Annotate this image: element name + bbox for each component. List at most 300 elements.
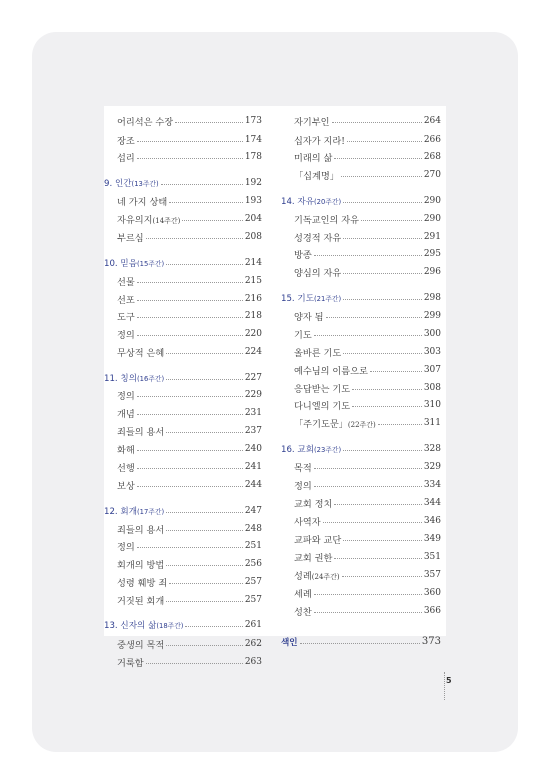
- entry-title: [281, 636, 298, 648]
- dot-leader: [166, 565, 243, 566]
- entry-title-text: 다니엘의 기도: [294, 400, 351, 412]
- entry-note: (13주간): [131, 179, 159, 188]
- entry-title-text: 예수님의 이름으로: [294, 365, 368, 377]
- entry-page-number: 231: [244, 407, 262, 418]
- chapter-entry: [281, 442, 441, 455]
- dot-leader: [166, 512, 243, 513]
- entry-title-text: 십자가 지라!: [294, 135, 345, 147]
- entry-title: [117, 522, 164, 536]
- entry-title-text: 교회: [297, 444, 315, 455]
- entry-title-text: 기도: [294, 329, 312, 341]
- section-entry: [281, 114, 441, 127]
- entry-page-number: 268: [423, 151, 441, 162]
- entry-page-number: 366: [423, 605, 441, 616]
- entry-title: [117, 212, 180, 226]
- dot-leader: [137, 158, 243, 159]
- chapter-number: 11.: [104, 373, 118, 384]
- entry-title: [117, 345, 164, 359]
- section-entry: [104, 133, 262, 146]
- entry-page-number: 290: [423, 195, 441, 206]
- entry-page-number: 208: [244, 231, 262, 242]
- entry-title: [294, 496, 332, 510]
- entry-page-number: 251: [244, 540, 262, 551]
- dot-leader: [182, 220, 242, 221]
- entry-page-number: 360: [423, 587, 441, 598]
- section-entry: [281, 460, 441, 473]
- entry-title: [294, 168, 339, 182]
- entry-page-number: 328: [423, 443, 441, 454]
- entry-title-text: 자유: [297, 196, 315, 207]
- entry-note: (15주간): [137, 259, 165, 268]
- entry-title: [294, 114, 330, 128]
- section-entry: [104, 292, 262, 305]
- entry-page-number: 357: [423, 569, 441, 580]
- chapter-entry: [104, 371, 262, 384]
- section-entry: [104, 194, 262, 207]
- section-entry: [281, 568, 441, 581]
- entry-title-text: 정의: [117, 541, 135, 553]
- entry-title-text: 죄들의 용서: [117, 524, 165, 536]
- dot-leader: [378, 424, 422, 425]
- dot-leader: [146, 238, 243, 239]
- section-entry: [281, 265, 441, 278]
- section-entry: [104, 114, 262, 127]
- entry-title: [294, 381, 350, 395]
- entry-title-text: 회개: [120, 506, 138, 517]
- entry-title: [294, 212, 359, 226]
- dot-leader: [332, 122, 422, 123]
- entry-title: [294, 568, 340, 582]
- entry-page-number: 247: [244, 505, 262, 516]
- entry-title: [117, 150, 135, 164]
- entry-title-text: 정의: [294, 480, 312, 492]
- section-entry: [104, 274, 262, 287]
- entry-title-text: 방종: [294, 249, 312, 261]
- entry-note: (21주간): [314, 294, 342, 303]
- entry-page-number: 329: [423, 461, 441, 472]
- entry-title: [281, 292, 341, 304]
- chapter-number: 12.: [104, 506, 118, 517]
- section-entry: [281, 496, 441, 509]
- entry-page-number: 192: [244, 177, 262, 188]
- dot-leader: [370, 371, 422, 372]
- entry-title: [294, 363, 368, 377]
- entry-page-number: 344: [423, 497, 441, 508]
- entry-title-text: 자유의지: [117, 214, 153, 226]
- entry-title: [294, 532, 341, 546]
- dot-leader: [343, 450, 422, 451]
- entry-page-number: 334: [423, 479, 441, 490]
- entry-page-number: 303: [423, 346, 441, 357]
- entry-title-text: 목적: [294, 462, 312, 474]
- entry-title: [117, 309, 135, 323]
- chapter-entry: [104, 618, 262, 631]
- entry-title: [281, 195, 341, 207]
- dot-leader: [137, 396, 243, 397]
- dot-leader: [314, 612, 422, 613]
- entry-note: (16주간): [137, 374, 165, 383]
- entry-title: [117, 424, 164, 438]
- entry-page-number: 248: [244, 523, 262, 534]
- entry-title: [117, 637, 164, 651]
- entry-page-number: 178: [244, 151, 262, 162]
- entry-title-text: 성찬: [294, 606, 312, 618]
- entry-title: [294, 586, 312, 600]
- section-entry: [281, 586, 441, 599]
- section-entry: [281, 327, 441, 340]
- dot-leader: [343, 202, 422, 203]
- entry-page-number: 204: [244, 213, 262, 224]
- section-entry: [281, 416, 441, 429]
- dot-leader: [334, 558, 421, 559]
- dot-leader: [137, 300, 243, 301]
- entry-title-text: 칭의: [120, 373, 138, 384]
- dot-leader: [341, 176, 422, 177]
- entry-page-number: 257: [244, 594, 262, 605]
- entry-page-number: 227: [244, 372, 262, 383]
- section-entry: [104, 212, 262, 225]
- dot-leader: [166, 601, 243, 602]
- entry-page-number: 256: [244, 558, 262, 569]
- dot-leader: [166, 353, 243, 354]
- table-of-contents-page: [104, 106, 446, 669]
- dot-leader: [343, 273, 422, 274]
- entry-title: [117, 575, 167, 589]
- entry-title-text: 부르심: [117, 232, 144, 244]
- entry-page-number: 264: [423, 115, 441, 126]
- entry-page-number: 373: [421, 636, 441, 647]
- entry-page-number: 307: [423, 364, 441, 375]
- entry-title: [281, 443, 341, 455]
- dot-leader: [137, 547, 243, 548]
- entry-title-text: 개념: [117, 408, 135, 420]
- entry-note: (17주간): [137, 507, 165, 516]
- chapter-entry: [104, 256, 262, 269]
- entry-title-text: 회개의 방법: [117, 559, 165, 571]
- section-entry: [104, 478, 262, 491]
- entry-title-text: 도구: [117, 311, 135, 323]
- dot-leader: [343, 353, 422, 354]
- chapter-number: 10.: [104, 258, 118, 269]
- chapter-number: 9.: [104, 178, 113, 189]
- entry-title-text: 거짓된 회개: [117, 595, 165, 607]
- dot-leader: [137, 317, 243, 318]
- section-entry: [104, 655, 262, 668]
- section-entry: [281, 532, 441, 545]
- entry-page-number: 308: [423, 382, 441, 393]
- entry-title: [294, 247, 312, 261]
- entry-page-number: 257: [244, 576, 262, 587]
- entry-page-number: 262: [244, 638, 262, 649]
- entry-title-text: 죄들의 용서: [117, 426, 165, 438]
- section-entry: [104, 345, 262, 358]
- entry-page-number: 300: [423, 328, 441, 339]
- entry-page-number: 295: [423, 248, 441, 259]
- dot-leader: [175, 122, 243, 123]
- entry-title: [104, 177, 159, 189]
- entry-page-number: 240: [244, 443, 262, 454]
- dot-leader: [300, 643, 420, 644]
- dot-leader: [334, 504, 421, 505]
- entry-page-number: 270: [423, 169, 441, 180]
- section-entry: [104, 557, 262, 570]
- section-entry: [281, 247, 441, 260]
- entry-page-number: 241: [244, 461, 262, 472]
- section-entry: [104, 460, 262, 473]
- dot-leader: [343, 540, 422, 541]
- section-entry: [104, 442, 262, 455]
- section-entry: [104, 230, 262, 243]
- dot-leader: [169, 202, 243, 203]
- chapter-number: 15.: [281, 293, 295, 304]
- section-entry: [281, 168, 441, 181]
- dot-leader: [314, 594, 422, 595]
- entry-title-text: 성례: [294, 570, 312, 582]
- entry-page-number: 220: [244, 328, 262, 339]
- entry-title: [294, 550, 332, 564]
- dot-leader: [137, 450, 243, 451]
- entry-title: [294, 309, 324, 323]
- dot-leader: [166, 530, 243, 531]
- section-entry: [104, 637, 262, 650]
- entry-title-text: 사역자: [294, 516, 321, 528]
- entry-page-number: 291: [423, 231, 441, 242]
- entry-page-number: 298: [423, 292, 441, 303]
- entry-title-text: 선행: [117, 462, 135, 474]
- entry-page-number: 310: [423, 399, 441, 410]
- dot-leader: [166, 379, 243, 380]
- entry-page-number: 174: [244, 134, 262, 145]
- entry-page-number: 261: [244, 619, 262, 630]
- entry-page-number: 290: [423, 213, 441, 224]
- dot-leader: [342, 576, 422, 577]
- entry-title-text: 성경적 자유: [294, 232, 342, 244]
- entry-title: [294, 345, 341, 359]
- entry-title: [294, 416, 376, 430]
- dot-leader: [343, 299, 422, 300]
- section-entry: [281, 363, 441, 376]
- entry-page-number: 296: [423, 266, 441, 277]
- entry-title: [294, 150, 332, 164]
- dot-leader: [314, 486, 422, 487]
- entry-title-text: 선포: [117, 294, 135, 306]
- entry-title-text: 교회 권한: [294, 552, 333, 564]
- entry-page-number: 346: [423, 515, 441, 526]
- section-entry: [281, 550, 441, 563]
- entry-title-text: 올바른 기도: [294, 347, 342, 359]
- chapter-number: 16.: [281, 444, 295, 455]
- section-entry: [281, 150, 441, 163]
- entry-title-text: 네 가지 상태: [117, 196, 168, 208]
- dot-leader: [166, 432, 243, 433]
- dot-leader: [137, 486, 243, 487]
- entry-title: [294, 514, 321, 528]
- section-entry: [104, 388, 262, 401]
- entry-title: [294, 398, 350, 412]
- section-entry: [281, 309, 441, 322]
- entry-title: [294, 478, 312, 492]
- entry-title: [104, 505, 164, 517]
- entry-title: [117, 557, 164, 571]
- entry-title-text: 「주기도문」: [294, 418, 348, 430]
- entry-title: [117, 194, 167, 208]
- folio-divider: [444, 672, 445, 700]
- entry-title: [294, 133, 345, 147]
- section-entry: [104, 150, 262, 163]
- entry-title: [117, 230, 144, 244]
- dot-leader: [347, 141, 422, 142]
- dot-leader: [343, 238, 422, 239]
- entry-title: [104, 257, 164, 269]
- entry-title: [117, 406, 135, 420]
- entry-page-number: 224: [244, 346, 262, 357]
- dot-leader: [166, 264, 243, 265]
- section-entry: [281, 133, 441, 146]
- entry-title-text: 정의: [117, 390, 135, 402]
- section-entry: [281, 381, 441, 394]
- chapter-entry: [281, 291, 441, 304]
- entry-title-text: 정의: [117, 329, 135, 341]
- dot-leader: [137, 282, 243, 283]
- dot-leader: [314, 335, 422, 336]
- dot-leader: [334, 158, 421, 159]
- entry-title: [294, 265, 341, 279]
- entry-title: [117, 460, 135, 474]
- entry-title: [294, 327, 312, 341]
- entry-page-number: 218: [244, 310, 262, 321]
- dot-leader: [361, 220, 422, 221]
- entry-title-text: 성령 훼방 죄: [117, 577, 168, 589]
- entry-title: [117, 593, 164, 607]
- dot-leader: [314, 468, 422, 469]
- section-entry: [281, 345, 441, 358]
- entry-title: [117, 478, 135, 492]
- entry-title: [117, 655, 144, 669]
- dot-leader: [352, 389, 422, 390]
- entry-title: [294, 604, 312, 618]
- entry-page-number: 263: [244, 656, 262, 667]
- entry-title-text: 장조: [117, 135, 135, 147]
- entry-note: (23주간): [314, 445, 342, 454]
- entry-title-text: 보상: [117, 480, 135, 492]
- entry-page-number: 215: [244, 275, 262, 286]
- entry-title-text: 색인: [281, 637, 298, 648]
- entry-page-number: 214: [244, 257, 262, 268]
- section-entry: [104, 593, 262, 606]
- dot-leader: [137, 141, 243, 142]
- entry-title-text: 믿음: [120, 258, 138, 269]
- section-entry: [104, 539, 262, 552]
- section-entry: [281, 514, 441, 527]
- section-entry: [104, 406, 262, 419]
- entry-page-number: 229: [244, 389, 262, 400]
- chapter-entry: [104, 504, 262, 517]
- entry-note: (20주간): [314, 197, 342, 206]
- entry-title-text: 무상적 은혜: [117, 347, 165, 359]
- entry-title: [117, 539, 135, 553]
- entry-title-text: 어리석은 수장: [117, 116, 174, 128]
- dot-leader: [166, 645, 243, 646]
- entry-title: [117, 442, 135, 456]
- entry-title-text: 교회 정치: [294, 498, 333, 510]
- dot-leader: [323, 522, 422, 523]
- index-entry: [281, 635, 441, 648]
- entry-title: [117, 274, 135, 288]
- entry-title-text: 선물: [117, 276, 135, 288]
- chapter-number: 14.: [281, 196, 295, 207]
- dot-leader: [185, 626, 242, 627]
- entry-page-number: 311: [423, 417, 441, 428]
- entry-title-text: 「십계명」: [294, 170, 340, 182]
- section-entry: [104, 575, 262, 588]
- chapter-entry: [281, 194, 441, 207]
- entry-title: [104, 619, 183, 631]
- dot-leader: [137, 414, 243, 415]
- section-entry: [281, 478, 441, 491]
- page-number: 5: [446, 676, 452, 685]
- entry-title-text: 섭리: [117, 152, 135, 164]
- entry-title-text: 기도: [297, 293, 315, 304]
- entry-page-number: 351: [423, 551, 441, 562]
- section-entry: [281, 398, 441, 411]
- entry-title-text: 교파와 교단: [294, 534, 342, 546]
- dot-leader: [137, 468, 243, 469]
- entry-title-text: 응답받는 기도: [294, 383, 351, 395]
- entry-page-number: 266: [423, 134, 441, 145]
- entry-page-number: 237: [244, 425, 262, 436]
- section-entry: [281, 230, 441, 243]
- chapter-number: 13.: [104, 620, 118, 631]
- entry-title: [117, 388, 135, 402]
- entry-title: [117, 133, 135, 147]
- entry-page-number: 216: [244, 293, 262, 304]
- entry-title-text: 거룩함: [117, 657, 144, 669]
- section-entry: [104, 424, 262, 437]
- entry-note: (24주간): [311, 572, 340, 581]
- entry-page-number: 244: [244, 479, 262, 490]
- dot-leader: [169, 583, 243, 584]
- entry-page-number: 193: [244, 195, 262, 206]
- entry-title-text: 화해: [117, 444, 135, 456]
- section-entry: [104, 309, 262, 322]
- section-entry: [281, 604, 441, 617]
- entry-title-text: 양심의 자유: [294, 267, 342, 279]
- section-entry: [104, 327, 262, 340]
- dot-leader: [137, 335, 243, 336]
- entry-note: (22주간): [347, 420, 376, 429]
- dot-leader: [352, 406, 422, 407]
- dot-leader: [326, 317, 422, 318]
- entry-title-text: 신자의 삶: [120, 620, 157, 631]
- entry-title: [294, 460, 312, 474]
- entry-page-number: 173: [244, 115, 262, 126]
- entry-title: [117, 327, 135, 341]
- entry-title-text: 자기부인: [294, 116, 330, 128]
- entry-title: [104, 372, 164, 384]
- section-entry: [104, 522, 262, 535]
- dot-leader: [146, 663, 243, 664]
- entry-title-text: 양자 됨: [294, 311, 324, 323]
- entry-page-number: 299: [423, 310, 441, 321]
- chapter-entry: [104, 176, 262, 189]
- entry-title: [294, 230, 341, 244]
- dot-leader: [161, 184, 243, 185]
- entry-note: (14주간): [152, 216, 181, 225]
- entry-title: [117, 292, 135, 306]
- entry-page-number: 349: [423, 533, 441, 544]
- entry-note: (18주간): [156, 621, 184, 630]
- entry-title: [117, 114, 173, 128]
